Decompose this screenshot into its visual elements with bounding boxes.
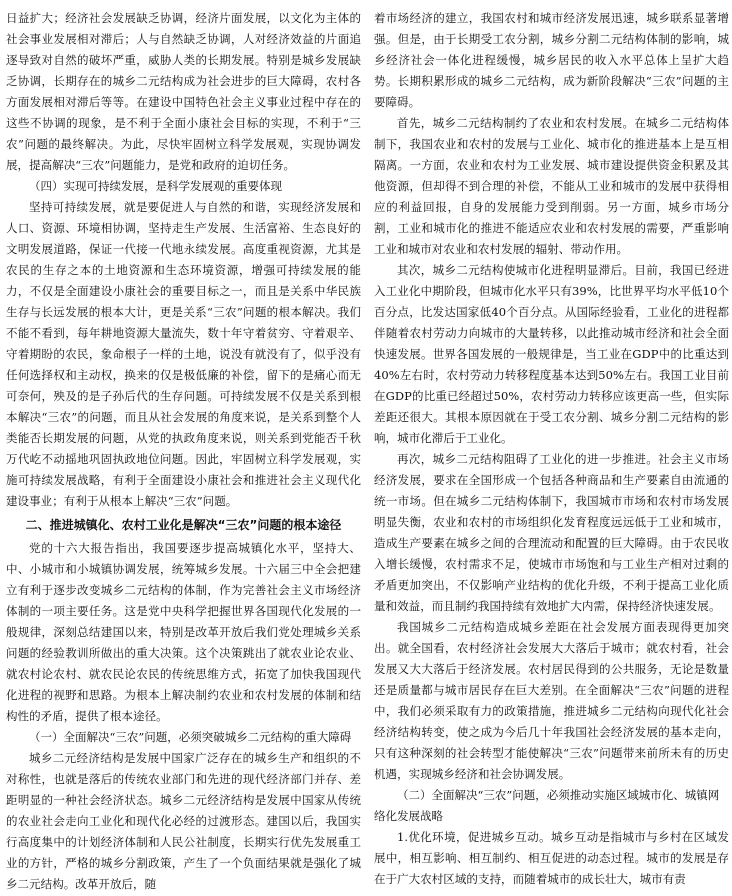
paragraph: 1.优化环境，促进城乡互动。城乡互动是指城市与乡村在区域发展中，相互影响、相互制约、相互促进的动态过程。城市的发展是存在于广大农村区域的支持，而随着城市的成长壮大，城市有责 [374,830,729,886]
paragraph: 着市场经济的建立，我国农村和城市经济发展迅速，城乡联系显著增强。但是，由于长期受工农分割，城乡分割二元结构体制的影响，城乡经济社会一体化进程缓慢，城乡居民的收入水平总体上呈扩大趋势。长期积累形成的城乡二元结构，成为新阶段解决“三农”问题的主要障碍。 [374,11,729,109]
paragraph: 党的十六大报告指出，我国要逐步提高城镇化水平，坚持大、中、小城市和小城镇协调发展，统筹城乡发展。十六届三中全会把建立有利于逐步改变城乡二元结构的体制，作为完善社会主义市场经济体制的一项主要任务。这是党中央科学把握世界各国现代化发展的一般规律，深刻总结建国以来，特别是改革开放后我们党处理城乡关系问题的经验教训所做出的重大决策。这个决策跳出了就农业论农业、就农村论农村、就农民论农民的传统思维方式，拓宽了加快我国现代化进程的视野和思路。为根本上解决制约农业和农村发展的体制和结构性的矛盾，提供了根本途径。 [6,541,361,723]
paragraph: 其次，城乡二元结构使城市化进程明显滞后。目前，我国已经进入工业化中期阶段，但城市化水平只有39%，比世界平均水平低10个百分点，比发达国家低40个百分点。从国际经验看，工业化的进程都伴随着农村劳动力向城市的大量转移，以此推动城市经济和社会全面快速发展。世界各国发展的一般规律是，当工业在GDP中的比重达到40%左右时，农村劳动力转移程度基本达到50%左右。我国工业目前在GDP的比重已经超过50%，农村劳动力转移应该更高一些，但实际差距还很大。其根本原因就在于受工农分割、城乡分割二元结构的影响，城市化滞后于工业化。 [374,263,729,445]
left-column [6,8,361,892]
paragraph: 日益扩大；经济社会发展缺乏协调，经济片面发展，以文化为主体的社会事业发展相对滞后；人与自然缺乏协调，人对经济效益的片面追逐导致对自然的破坏严重，威胁人类的长期发展。特别是城乡发展缺乏协调，长期存在的城乡二元结构成为社会进步的巨大障碍，农村各方面发展相对滞后等等。在建设中国特色社会主义事业过程中存在的这些不协调的现象，是不利于全面小康社会目标的实现，不利于“三农”问题的最终解决。为此，尽快牢固树立科学发展观，实现协调发展，提高解决“三农”问题能力，是党和政府的迫切任务。 [6,11,361,172]
paragraph: 城乡二元经济结构是发展中国家广泛存在的城乡生产和组织的不对称性，也就是落后的传统农业部门和先进的现代经济部门并存、差距明显的一种社会经济状态。城乡二元经济结构是发展中国家从传统的农业社会走向工业化和现代化必经的过渡形态。建国以后，我国实行高度集中的计划经济体制和人民公社制度，长期实行优先发展重工业的方针，严格的城乡分割政策，产生了一个负面结果就是强化了城乡二元结构。改革开放后，随 [6,751,361,891]
paragraph: 坚持可持续发展，就是要促进人与自然的和谐，实现经济发展和人口、资源、环境相协调，坚持走生产发展、生活富裕、生态良好的文明发展道路，保证一代接一代地永续发展。高度重视资源，尤其是农民的生存之本的土地资源和生态环境资源，增强可持续发展的能力，不仅是全面建设小康社会的重要目标之一，而且是关系中华民族生存与长远发展的根本大计，更是关系“三农”问题的根本解决。我们不能不看到，每年耕地资源大量流失，数十年守着贫穷、守着艰辛、守着期盼的农民，象命根子一样的土地，说没有就没有了，似乎没有任何选择权和主动权，换来的仅是极低廉的补偿，留下的是痛心而无可奈何，殃及的是子孙后代的生存问题。可持续发展不仅是关系到根本解决“三农”的问题，而且从社会发展的角度来说，是关系到整个人类能否长期发展的问题，从党的执政角度来说，则关系到党能否千秋万代屹不动摇地巩固执政地位问题。因此，牢固树立科学发展观，实施可持续发展战略，有利于全面建设小康社会和推进社会主义现代化建设事业；有利于从根本上解决“三农”问题。 [6,200,361,508]
paragraph: 我国城乡二元结构造成城乡差距在社会发展方面表现得更加突出。就全国看，农村经济社会发展大大落后于城市；就农村看，社会发展又大大落后于经济发展。农村居民得到的公共服务，无论是数量还是质量都与城市居民存在巨大差别。在全面解决“三农”问题的进程中，我们必须采取有力的政策措施，推进城乡二元结构向现代化社会经济结构转变，使之成为今后几十年我国社会经济发展的基本走向，只有这种深刻的社会转型才能使解决“三农”问题带来前所未有的历史机遇，实现城乡经济和社会协调发展。 [374,620,729,781]
subsection-heading: （二）全面解决“三农”问题，必须推动实施区域城市化、城镇网络化发展战略 [374,788,720,823]
subsection-heading: （四）实现可持续发展，是科学发展观的重要体现 [29,179,282,193]
subsection-heading: （一）全面解决“三农”问题，必须突破城乡二元结构的重大障碍 [29,730,352,744]
paragraph: 首先，城乡二元结构制约了农业和农村发展。在城乡二元结构体制下，我国农业和农村的发展与工业化、城市化的推进基本上是互相隔离。一方面，农业和农村为工业发展、城市建设提供资金积累及其他资源，但却得不到合理的补偿，不能从工业和城市的发展中获得相应的利益回报，自身的发展能力受到削弱。另一方面，城乡市场分割，工业和城市化的推进不能适应农业和农村发展的需要，严重影响工业和城市对农业和农村发展的辐射、带动作用。 [374,116,729,256]
right-column [374,8,729,892]
section-heading: 二、推进城镇化、农村工业化是解决“三农”问题的根本途径 [25,518,342,532]
paragraph: 再次，城乡二元结构阻碍了工业化的进一步推进。社会主义市场经济发展，要求在全国形成一个包括各种商品和生产要素自由流通的统一市场。但在城乡二元结构体制下，我国城市市场和农村市场发展明显失衡，农业和农村的市场组织化发育程度远远低于工业和城市，造成生产要素在城乡之间的合理流动和配置的巨大障碍。由于农民收入增长缓慢，农村需求不足，使城市市场饱和与工业生产相对过剩的矛盾更加突出，不仅影响产业结构的优化升级，不利于提高工业化质量和效益，而且制约我国持续有效地扩大内需，保持经济快速发展。 [374,452,729,613]
